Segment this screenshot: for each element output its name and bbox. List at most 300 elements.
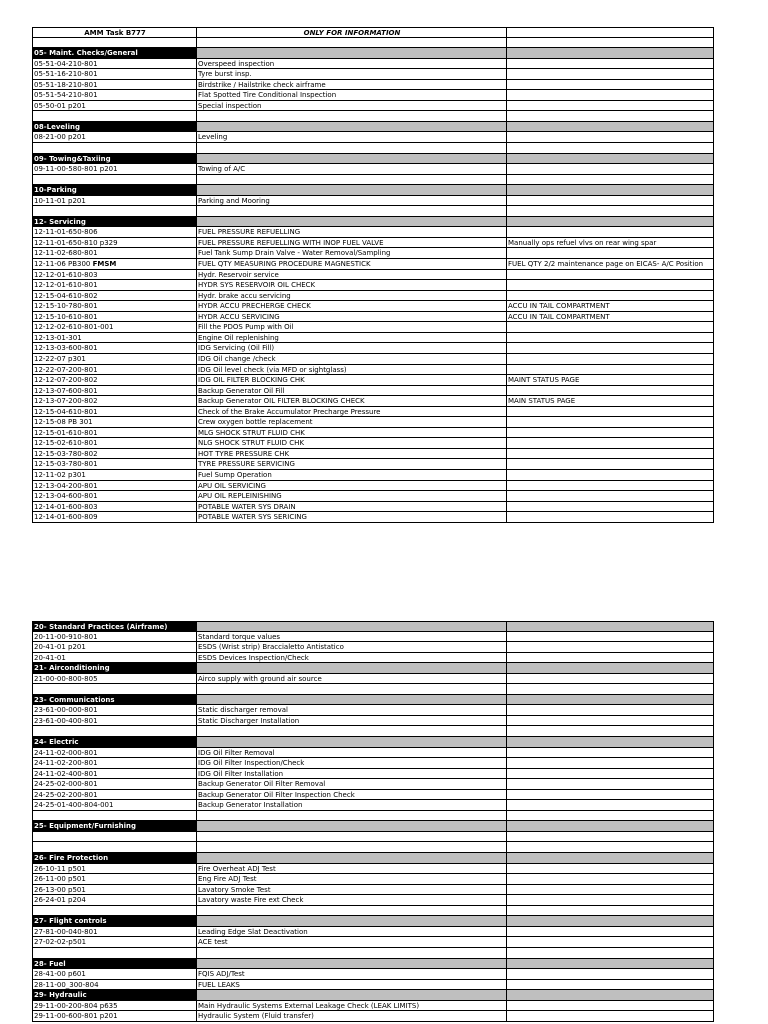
task-description	[197, 111, 507, 122]
task-number	[33, 491, 197, 502]
task-remarks	[507, 164, 714, 175]
section-header-row	[33, 217, 714, 228]
task-number	[33, 280, 197, 291]
cell-text: 10-Parking	[34, 186, 77, 195]
task-description	[197, 864, 507, 875]
task-number	[33, 864, 197, 875]
cell-text: IDG Oil level check (via MFD or sightglass)	[198, 365, 347, 374]
table-row	[33, 769, 714, 780]
section-title	[33, 821, 197, 832]
task-remarks	[507, 312, 714, 323]
table-row	[33, 449, 714, 460]
task-number	[33, 948, 197, 959]
task-description	[197, 842, 507, 853]
task-number	[33, 937, 197, 948]
task-table-top	[32, 27, 714, 523]
cell-text: 05-51-54-210-801	[34, 91, 98, 100]
cell-text: 12-15-10-780-801	[34, 302, 98, 311]
cell-text: IDG Oil Filter Installation	[198, 769, 284, 778]
table-row	[33, 459, 714, 470]
cell-text: FUEL LEAKS	[198, 980, 240, 989]
task-description	[197, 491, 507, 502]
task-number	[33, 248, 197, 259]
task-remarks	[507, 322, 714, 333]
task-description	[197, 248, 507, 259]
task-remarks	[507, 916, 714, 927]
cell-text: 26- Fire Protection	[34, 854, 109, 863]
cell-text: 05-51-04-210-801	[34, 59, 98, 68]
task-number	[33, 396, 197, 407]
table-row	[33, 512, 714, 523]
section-title	[33, 916, 197, 927]
task-remarks	[507, 80, 714, 91]
task-description	[197, 101, 507, 112]
task-number	[33, 632, 197, 643]
task-remarks	[507, 1001, 714, 1012]
cell-text: 12-13-01-301	[34, 333, 82, 342]
task-description	[197, 333, 507, 344]
section-header-row	[33, 695, 714, 706]
task-remarks	[507, 491, 714, 502]
blank-row	[33, 175, 714, 186]
task-number	[33, 502, 197, 513]
table-row	[33, 969, 714, 980]
task-remarks	[507, 842, 714, 853]
task-description	[197, 185, 507, 196]
task-remarks	[507, 259, 714, 270]
task-remarks	[507, 864, 714, 875]
cell-text: 29-11-00-600-801 p201	[34, 1012, 118, 1021]
cell-text: Backup Generator Oil Fill	[198, 386, 285, 395]
cell-text: 23-61-00-400-801	[34, 716, 98, 725]
task-description	[197, 122, 507, 133]
section-header-row	[33, 916, 714, 927]
section-header-row	[33, 959, 714, 970]
cell-text: 26-10-11 p501	[34, 864, 86, 873]
cell-text: Parking and Mooring	[198, 196, 270, 205]
table-row	[33, 407, 714, 418]
task-description	[197, 354, 507, 365]
task-remarks	[507, 653, 714, 664]
task-remarks	[507, 333, 714, 344]
task-remarks	[507, 758, 714, 769]
task-remarks	[507, 386, 714, 397]
task-remarks	[507, 832, 714, 843]
task-remarks	[507, 238, 714, 249]
task-description	[197, 417, 507, 428]
table-row	[33, 428, 714, 439]
task-table-bottom	[32, 621, 714, 1022]
task-remarks	[507, 1011, 714, 1022]
task-description	[197, 716, 507, 727]
task-description	[197, 853, 507, 864]
cell-text: 24-25-02-000-801	[34, 780, 98, 789]
cell-text: 26-11-00 p501	[34, 875, 86, 884]
table-row	[33, 864, 714, 875]
cell-text: 27-81-00-040-801	[34, 927, 98, 936]
task-remarks	[507, 512, 714, 523]
task-remarks	[507, 248, 714, 259]
task-remarks	[507, 779, 714, 790]
task-number	[33, 684, 197, 695]
task-number	[33, 1001, 197, 1012]
task-description	[197, 959, 507, 970]
task-number	[33, 143, 197, 154]
task-description	[197, 502, 507, 513]
task-remarks	[507, 90, 714, 101]
task-remarks	[507, 937, 714, 948]
task-number	[33, 438, 197, 449]
task-description	[197, 705, 507, 716]
cell-text: 24-11-02-000-801	[34, 748, 98, 757]
task-description	[197, 748, 507, 759]
cell-text: 12-15-03-780-801	[34, 460, 98, 469]
task-remarks	[507, 663, 714, 674]
cell-text: 24-25-01-400-804-001	[34, 801, 114, 810]
table-row	[33, 322, 714, 333]
cell-text: ACCU IN TAIL COMPARTMENT	[508, 312, 610, 321]
task-description	[197, 832, 507, 843]
task-remarks	[507, 154, 714, 165]
cell-text: Fuel Tank Sump Drain Valve - Water Removal/Sampling	[198, 249, 391, 258]
cell-text: ACCU IN TAIL COMPARTMENT	[508, 302, 610, 311]
cell-text: 28-11-00_300-804	[34, 980, 99, 989]
section-title	[33, 621, 197, 632]
table-row	[33, 895, 714, 906]
blank-row	[33, 111, 714, 122]
table-row	[33, 291, 714, 302]
table-row	[33, 196, 714, 207]
task-number	[33, 885, 197, 896]
cell-text: FUEL QTY 2/2 maintenance page on EICAS- A/C Position	[508, 260, 704, 269]
cell-text: ACE test	[198, 938, 228, 947]
cell-text: 12-12-07-200-802	[34, 376, 98, 385]
cell-text: 12-15-10-610-801	[34, 312, 98, 321]
table-row	[33, 438, 714, 449]
cell-text: 12-13-04-600-801	[34, 492, 98, 501]
cell-text: 29- Hydraulic	[34, 991, 87, 1000]
task-description	[197, 38, 507, 49]
cell-text: Main Hydraulic Systems External Leakage Check (LEAK LIMITS)	[198, 1001, 420, 1010]
task-description	[197, 726, 507, 737]
section-title	[33, 695, 197, 706]
task-number	[33, 481, 197, 492]
section-header-row	[33, 154, 714, 165]
table-row	[33, 270, 714, 281]
task-number	[33, 90, 197, 101]
task-description	[197, 164, 507, 175]
task-description	[197, 906, 507, 917]
section-header-row	[33, 621, 714, 632]
task-remarks	[507, 59, 714, 70]
cell-text: 24-11-02-200-801	[34, 759, 98, 768]
cell-text: 08-21-00 p201	[34, 133, 86, 142]
task-remarks	[507, 481, 714, 492]
cell-text: Flat Spotted Tire Conditional Inspection	[198, 91, 337, 100]
task-description	[197, 512, 507, 523]
cell-text: Fill the PDOS Pump with Oil	[198, 323, 294, 332]
cell-text: FQIS ADJ/Test	[198, 970, 245, 979]
task-remarks	[507, 227, 714, 238]
task-number	[33, 59, 197, 70]
task-description	[197, 428, 507, 439]
cell-text: IDG Oil Filter Removal	[198, 748, 275, 757]
section-title	[33, 185, 197, 196]
task-number	[33, 301, 197, 312]
cell-text: 12-22-07-200-801	[34, 365, 98, 374]
task-description	[197, 438, 507, 449]
table-row	[33, 502, 714, 513]
cell-text: Fire Overheat ADJ Test	[198, 864, 276, 873]
task-remarks	[507, 895, 714, 906]
task-number	[33, 80, 197, 91]
task-description	[197, 779, 507, 790]
task-remarks	[507, 343, 714, 354]
section-title	[33, 737, 197, 748]
cell-text: 26-13-00 p501	[34, 885, 86, 894]
cell-text: Backup Generator OIL FILTER BLOCKING CHECK	[198, 397, 365, 406]
task-number	[33, 980, 197, 991]
blank-row	[33, 143, 714, 154]
cell-text: 27-02-02-p501	[34, 938, 87, 947]
task-number	[33, 343, 197, 354]
cell-text: IDG Servicing (Oil Fill)	[198, 344, 275, 353]
cell-text: 09- Towing&Taxiing	[34, 154, 111, 163]
task-description	[197, 291, 507, 302]
cell-text: Eng Fire ADJ Test	[198, 875, 257, 884]
task-description	[197, 396, 507, 407]
cell-text: NLG SHOCK STRUT FLUID CHK	[198, 439, 305, 448]
task-remarks	[507, 853, 714, 864]
task-remarks	[507, 438, 714, 449]
task-remarks	[507, 642, 714, 653]
task-remarks	[507, 396, 714, 407]
task-number	[33, 312, 197, 323]
task-remarks	[507, 632, 714, 643]
table-row	[33, 164, 714, 175]
task-remarks	[507, 428, 714, 439]
cell-text: 12-11-02 p301	[34, 470, 86, 479]
task-number	[33, 69, 197, 80]
task-remarks	[507, 980, 714, 991]
task-remarks	[507, 885, 714, 896]
task-description	[197, 758, 507, 769]
task-number	[33, 386, 197, 397]
task-number	[33, 101, 197, 112]
section-title	[33, 217, 197, 228]
table-row	[33, 790, 714, 801]
header-info: ONLY FOR INFORMATION	[197, 27, 507, 38]
table-row	[33, 491, 714, 502]
table-row	[33, 937, 714, 948]
table-header-row	[33, 27, 714, 38]
task-description	[197, 790, 507, 801]
task-number	[33, 874, 197, 885]
task-remarks	[507, 69, 714, 80]
table-row	[33, 632, 714, 643]
task-description	[197, 459, 507, 470]
table-row	[33, 280, 714, 291]
task-remarks	[507, 375, 714, 386]
table-row	[33, 343, 714, 354]
task-remarks	[507, 175, 714, 186]
blank-row	[33, 832, 714, 843]
section-title	[33, 154, 197, 165]
task-remarks	[507, 906, 714, 917]
task-description	[197, 811, 507, 822]
table-row	[33, 642, 714, 653]
task-description	[197, 895, 507, 906]
task-number	[33, 459, 197, 470]
cell-text: Backup Generator Installation	[198, 801, 303, 810]
task-description	[197, 90, 507, 101]
cell-text: Special inspection	[198, 101, 262, 110]
cell-text: 20-11-00-910-801	[34, 632, 98, 641]
task-remarks	[507, 737, 714, 748]
section-title	[33, 663, 197, 674]
blank-row	[33, 811, 714, 822]
cell-text: MLG SHOCK STRUT FLUID CHK	[198, 428, 305, 437]
section-header-row	[33, 185, 714, 196]
task-remarks	[507, 948, 714, 959]
cell-text: Leveling	[198, 133, 228, 142]
table-row	[33, 59, 714, 70]
task-remarks	[507, 726, 714, 737]
task-description	[197, 481, 507, 492]
cell-text: 20-41-01 p201	[34, 643, 86, 652]
task-number	[33, 470, 197, 481]
task-remarks	[507, 769, 714, 780]
cell-text: TYRE PRESSURE SERVICING	[198, 460, 295, 469]
task-description	[197, 653, 507, 664]
task-number	[33, 790, 197, 801]
cell-text: 12-15-02-610-801	[34, 439, 98, 448]
cell-text: POTABLE WATER SYS DRAIN	[198, 502, 296, 511]
task-description	[197, 322, 507, 333]
cell-text: FUEL PRESSURE REFUELLING WITH INOP FUEL VALVE	[198, 238, 384, 247]
task-description	[197, 48, 507, 59]
task-description	[197, 196, 507, 207]
table-row	[33, 874, 714, 885]
task-description	[197, 969, 507, 980]
cell-text: Lavatory waste Fire ext Check	[198, 896, 304, 905]
task-number	[33, 291, 197, 302]
table-row	[33, 1011, 714, 1022]
task-remarks	[507, 291, 714, 302]
task-remarks	[507, 790, 714, 801]
task-remarks	[507, 365, 714, 376]
task-number	[33, 206, 197, 217]
cell-text: Standard torque values	[198, 632, 281, 641]
cell-text: IDG OIL FILTER BLOCKING CHK	[198, 376, 305, 385]
task-remarks	[507, 280, 714, 291]
task-number	[33, 969, 197, 980]
cell-text: 24-25-02-200-801	[34, 790, 98, 799]
task-number	[33, 726, 197, 737]
task-remarks	[507, 695, 714, 706]
task-remarks	[507, 800, 714, 811]
cell-text: Static discharger removal	[198, 706, 288, 715]
table-row	[33, 396, 714, 407]
task-number	[33, 779, 197, 790]
cell-text: 12-14-01-600-803	[34, 502, 98, 511]
task-remarks	[507, 270, 714, 281]
table-row	[33, 333, 714, 344]
cell-text: 12-15-08 PB 301	[34, 418, 93, 427]
task-remarks	[507, 470, 714, 481]
blank-row	[33, 206, 714, 217]
cell-text: HYDR ACCU SERVICING	[198, 312, 280, 321]
cell-text: Birdstrike / Hailstrike check airframe	[198, 80, 326, 89]
task-description	[197, 449, 507, 460]
task-number	[33, 270, 197, 281]
task-description	[197, 470, 507, 481]
task-description	[197, 217, 507, 228]
task-number	[33, 175, 197, 186]
task-remarks	[507, 705, 714, 716]
section-title	[33, 853, 197, 864]
table-row	[33, 227, 714, 238]
table-row	[33, 481, 714, 492]
cell-text: 23-61-00-000-801	[34, 706, 98, 715]
task-number	[33, 428, 197, 439]
section-header-row	[33, 737, 714, 748]
table-row	[33, 354, 714, 365]
task-remarks	[507, 684, 714, 695]
cell-text: POTABLE WATER SYS SERICING	[198, 513, 307, 522]
task-remarks	[507, 206, 714, 217]
task-description	[197, 69, 507, 80]
task-description	[197, 695, 507, 706]
table-row	[33, 674, 714, 685]
cell-text: 12-12-01-610-801	[34, 281, 98, 290]
task-description	[197, 621, 507, 632]
cell-text: Manually ops refuel vlvs on rear wing spar	[508, 238, 657, 247]
task-number	[33, 1011, 197, 1022]
cell-text: 28-41-00 p601	[34, 970, 86, 979]
task-remarks	[507, 122, 714, 133]
task-description	[197, 312, 507, 323]
task-number	[33, 832, 197, 843]
table-row	[33, 705, 714, 716]
table-row	[33, 312, 714, 323]
cell-text: 12-12-01-610-803	[34, 270, 98, 279]
task-remarks	[507, 716, 714, 727]
cell-text: Airco supply with ground air source	[198, 674, 322, 683]
cell-text: 20-41-01	[34, 653, 66, 662]
task-number	[33, 642, 197, 653]
cell-text: 12-13-07-600-801	[34, 386, 98, 395]
task-description	[197, 407, 507, 418]
task-description	[197, 684, 507, 695]
table-row	[33, 716, 714, 727]
task-number	[33, 354, 197, 365]
cell-text: Lavatory Smoke Test	[198, 885, 271, 894]
task-description	[197, 874, 507, 885]
cell-text: 12-13-07-200-802	[34, 397, 98, 406]
task-number	[33, 512, 197, 523]
cell-text: FUEL QTY MEASURING PROCEDURE MAGNESTICK	[198, 260, 371, 269]
task-number	[33, 407, 197, 418]
blank-row	[33, 726, 714, 737]
task-remarks	[507, 38, 714, 49]
task-number	[33, 758, 197, 769]
section-header-row	[33, 821, 714, 832]
blank-row	[33, 684, 714, 695]
cell-text: 24- Electric	[34, 738, 79, 747]
cell-text: 09-11-00-580-801 p201	[34, 165, 118, 174]
cell-text: 21-00-00-800-805	[34, 674, 98, 683]
